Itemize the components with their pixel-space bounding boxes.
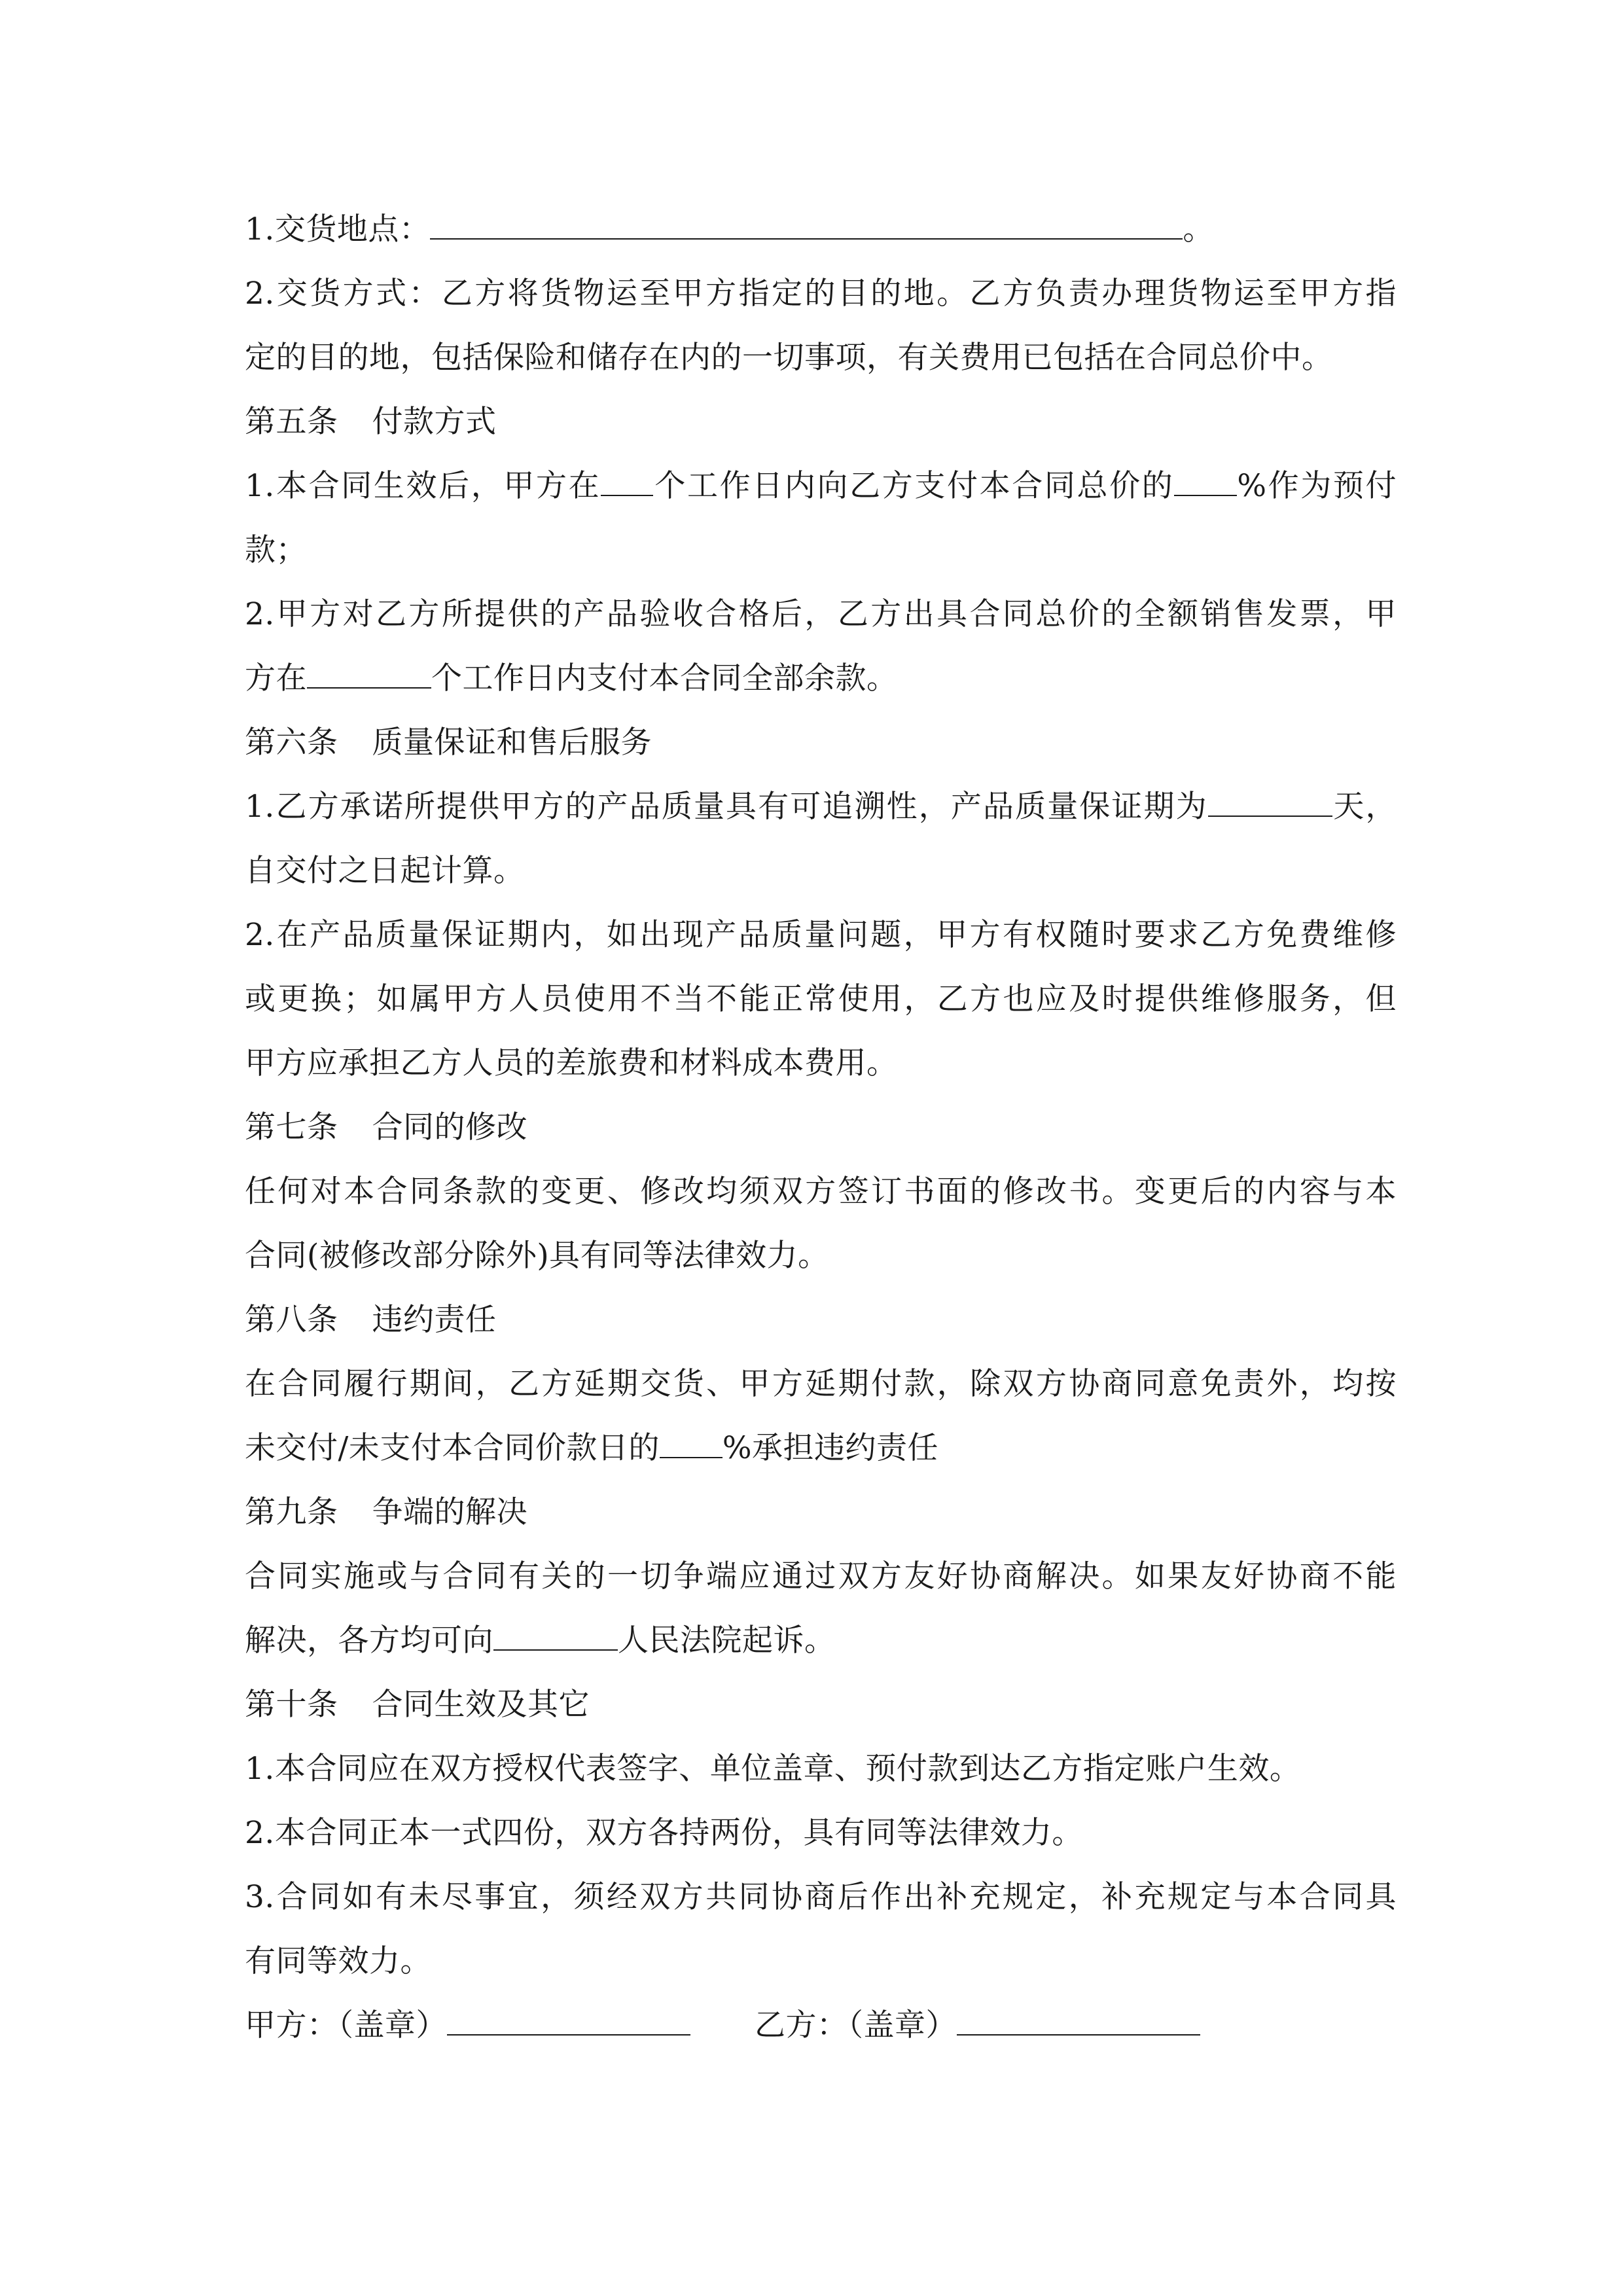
- court-location-blank[interactable]: [493, 1615, 618, 1651]
- article-7-line-1: 任何对本合同条款的变更、修改均须双方签订书面的修改书。变更后的内容与本: [245, 1174, 1397, 1210]
- article-6-item-2-line-3: 甲方应承担乙方人员的差旅费和材料成本费用。: [245, 1045, 898, 1081]
- article-5-number: 第五条: [245, 404, 338, 440]
- article-6-item-1-text-a: 1.乙方承诺所提供甲方的产品质量具有可追溯性，产品质量保证期为: [245, 789, 1208, 825]
- article-5-item-1-text-b: 个工作日内向乙方支付本合同总价的: [653, 468, 1175, 504]
- article-10-number: 第十条: [245, 1687, 338, 1723]
- article-5-title: 付款方式: [372, 404, 497, 440]
- prepayment-days-blank[interactable]: [601, 461, 653, 496]
- party-b-seal-blank[interactable]: [957, 2000, 1200, 2036]
- article-6-number: 第六条: [245, 725, 338, 761]
- article-6-item-1-text-b: 天，: [1332, 789, 1397, 825]
- article-5-item-2-text-b: 个工作日内支付本合同全部余款。: [431, 660, 898, 696]
- article-6-title: 质量保证和售后服务: [372, 725, 652, 761]
- delivery-location-line: [245, 198, 1397, 262]
- article-10-item-3-line-2: 有同等效力。: [245, 1943, 431, 1979]
- article-7-heading: [245, 1096, 1397, 1160]
- article-5-item-1-line-2: 款；: [245, 532, 307, 568]
- article-9-heading: [245, 1480, 1397, 1545]
- article-6-item-2-line-2: 或更换；如属甲方人员使用不当不能正常使用，乙方也应及时提供维修服务，但: [245, 981, 1397, 1017]
- warranty-days-blank[interactable]: [1208, 781, 1332, 817]
- article-8-line-1: 在合同履行期间，乙方延期交货、甲方延期付款，除双方协商同意免责外，均按: [245, 1366, 1397, 1402]
- prepayment-percent-blank[interactable]: [1174, 461, 1237, 496]
- article-5-item-1-text-c: %作为预付: [1237, 468, 1397, 504]
- article-10-heading: [245, 1673, 1397, 1737]
- article-7-title: 合同的修改: [372, 1109, 527, 1145]
- article-9-number: 第九条: [245, 1494, 338, 1530]
- article-9-line-2-text-b: 人民法院起诉。: [618, 1623, 836, 1659]
- article-5-item-1-line-1: [245, 454, 1397, 518]
- delivery-location-suffix: 。: [1183, 211, 1214, 247]
- article-5-item-1-text-a: 1.本合同生效后，甲方在: [245, 468, 601, 504]
- article-9-line-1: 合同实施或与合同有关的一切争端应通过双方友好协商解决。如果友好协商不能: [245, 1558, 1397, 1594]
- delivery-method-line-2: 定的目的地，包括保险和储存在内的一切事项，有关费用已包括在合同总价中。: [245, 340, 1333, 376]
- article-6-item-2-line-1: 2.在产品质量保证期内，如出现产品质量问题，甲方有权随时要求乙方免费维修: [245, 917, 1397, 953]
- article-6-heading: [245, 711, 1397, 775]
- delivery-location-blank[interactable]: [430, 204, 1183, 240]
- article-9-line-2-text-a: 解决，各方均可向: [245, 1623, 493, 1659]
- balance-days-blank[interactable]: [307, 653, 431, 689]
- article-9-title: 争端的解决: [372, 1494, 527, 1530]
- article-10-item-3-line-1: 3.合同如有未尽事宜，须经双方共同协商后作出补充规定，补充规定与本合同具: [245, 1879, 1397, 1915]
- article-8-number: 第八条: [245, 1302, 338, 1338]
- article-5-item-2-text-a: 方在: [245, 660, 307, 696]
- signature-line: [245, 1994, 1397, 2058]
- penalty-percent-blank[interactable]: [660, 1423, 722, 1458]
- article-9-line-2: [245, 1609, 1397, 1673]
- article-10-item-1: 1.本合同应在双方授权代表签字、单位盖章、预付款到达乙方指定账户生效。: [245, 1751, 1301, 1787]
- article-8-title: 违约责任: [372, 1302, 497, 1338]
- delivery-location-label: 1.交货地点：: [245, 211, 431, 247]
- party-a-seal-blank[interactable]: [447, 2000, 690, 2036]
- article-5-heading: [245, 390, 1397, 454]
- contract-page: [245, 198, 1397, 2058]
- delivery-method-line-1: 2.交货方式：乙方将货物运至甲方指定的目的地。乙方负责办理货物运至甲方指: [245, 276, 1397, 312]
- party-a-seal-label: 甲方：（盖章）: [245, 2007, 447, 2043]
- party-b-seal-label: 乙方：（盖章）: [755, 2007, 957, 2043]
- article-6-item-1-line-2: 自交付之日起计算。: [245, 853, 525, 889]
- article-5-item-2-line-2: [245, 647, 1397, 711]
- article-10-item-2: 2.本合同正本一式四份，双方各持两份，具有同等法律效力。: [245, 1815, 1083, 1851]
- article-7-number: 第七条: [245, 1109, 338, 1145]
- article-10-title: 合同生效及其它: [372, 1687, 590, 1723]
- article-8-heading: [245, 1288, 1397, 1352]
- article-8-line-2-text-b: %承担违约责任: [722, 1430, 939, 1466]
- article-7-line-2: 合同(被修改部分除外)具有同等法律效力。: [245, 1238, 829, 1274]
- article-8-line-2-text-a: 未交付/未支付本合同价款日的: [245, 1430, 660, 1466]
- article-8-line-2: [245, 1416, 1397, 1480]
- article-6-item-1-line-1: [245, 775, 1397, 839]
- article-5-item-2-line-1: 2.甲方对乙方所提供的产品验收合格后，乙方出具合同总价的全额销售发票，甲: [245, 596, 1397, 632]
